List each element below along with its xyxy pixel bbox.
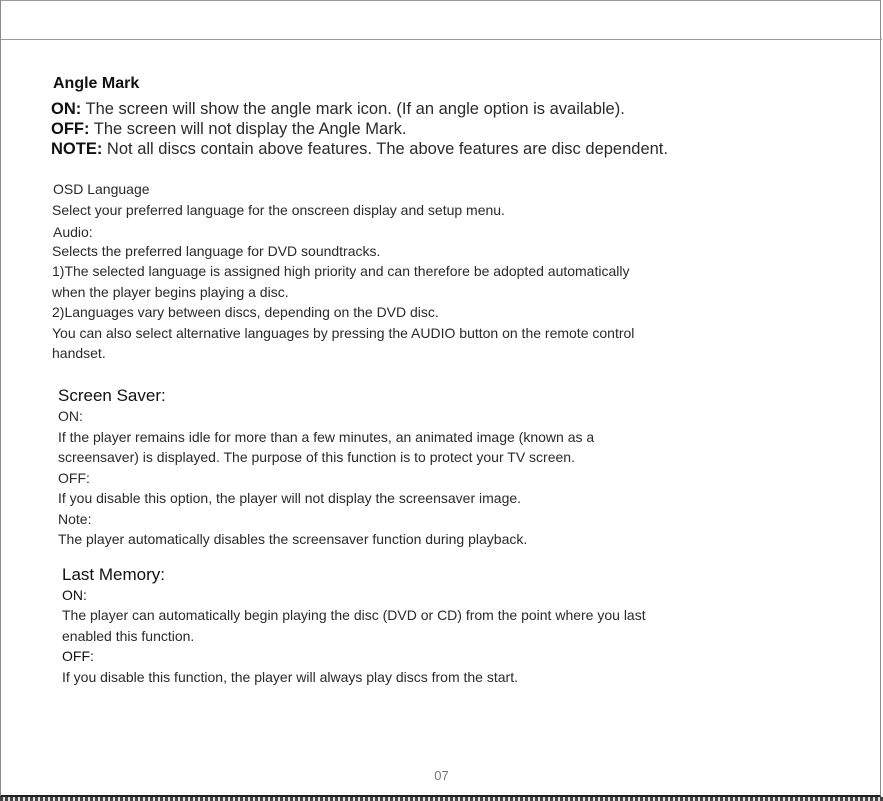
- osd-language-heading: OSD Language: [53, 181, 150, 197]
- audio-line: You can also select alternative languages by pressing the AUDIO button on the remote control: [52, 325, 635, 341]
- audio-line: 1)The selected language is assigned high priority and can therefore be adopted automatically: [52, 263, 630, 279]
- angle-mark-off-line: [51, 120, 407, 139]
- angle-mark-off-text: The screen will not display the Angle Mark.: [89, 120, 407, 138]
- audio-heading: Audio:: [53, 224, 93, 240]
- screen-saver-heading: Screen Saver:: [58, 386, 166, 405]
- screen-saver-off-label: OFF:: [58, 470, 90, 486]
- last-memory-heading: Last Memory:: [62, 565, 165, 584]
- angle-mark-heading: Angle Mark: [53, 75, 140, 92]
- angle-mark-on-text: The screen will show the angle mark icon. (If an angle option is available).: [81, 100, 625, 118]
- screen-saver-on-line: If the player remains idle for more than a few minutes, an animated image (known as a: [58, 429, 595, 445]
- angle-mark-on-line: [51, 100, 625, 119]
- osd-language-text: Select your preferred language for the onscreen display and setup menu.: [52, 202, 505, 218]
- screen-saver-note-label: Note:: [58, 511, 92, 527]
- last-memory-on-line: enabled this function.: [62, 628, 195, 644]
- angle-mark-note-text: Not all discs contain above features. The above features are disc dependent.: [102, 140, 668, 158]
- last-memory-on-line: The player can automatically begin playing the disc (DVD or CD) from the point where you last: [62, 607, 646, 623]
- audio-line: Selects the preferred language for DVD soundtracks.: [52, 243, 381, 259]
- angle-mark-off-label: OFF:: [51, 120, 90, 138]
- audio-line: when the player begins playing a disc.: [52, 284, 289, 300]
- angle-mark-note-label: NOTE:: [51, 140, 103, 158]
- last-memory-off-label: OFF:: [62, 648, 94, 664]
- page-number: 07: [434, 768, 449, 783]
- screen-saver-off-line: If you disable this option, the player will not display the screensaver image.: [58, 490, 522, 506]
- last-memory-off-line: If you disable this function, the player will always play discs from the start.: [62, 669, 518, 685]
- header-rule: [1, 39, 882, 40]
- angle-mark-on-label: ON:: [51, 100, 82, 118]
- screen-saver-on-label: ON:: [58, 408, 83, 424]
- last-memory-on-label: ON:: [62, 587, 87, 603]
- audio-line: 2)Languages vary between discs, depending on the DVD disc.: [52, 304, 439, 320]
- angle-mark-note-line: [51, 140, 668, 159]
- screen-saver-on-line: screensaver) is displayed. The purpose of this function is to protect your TV screen.: [58, 449, 575, 465]
- screen-saver-note-line: The player automatically disables the screensaver function during playback.: [58, 531, 528, 547]
- audio-line: handset.: [52, 345, 106, 361]
- bottom-edge-strip: [0, 797, 883, 801]
